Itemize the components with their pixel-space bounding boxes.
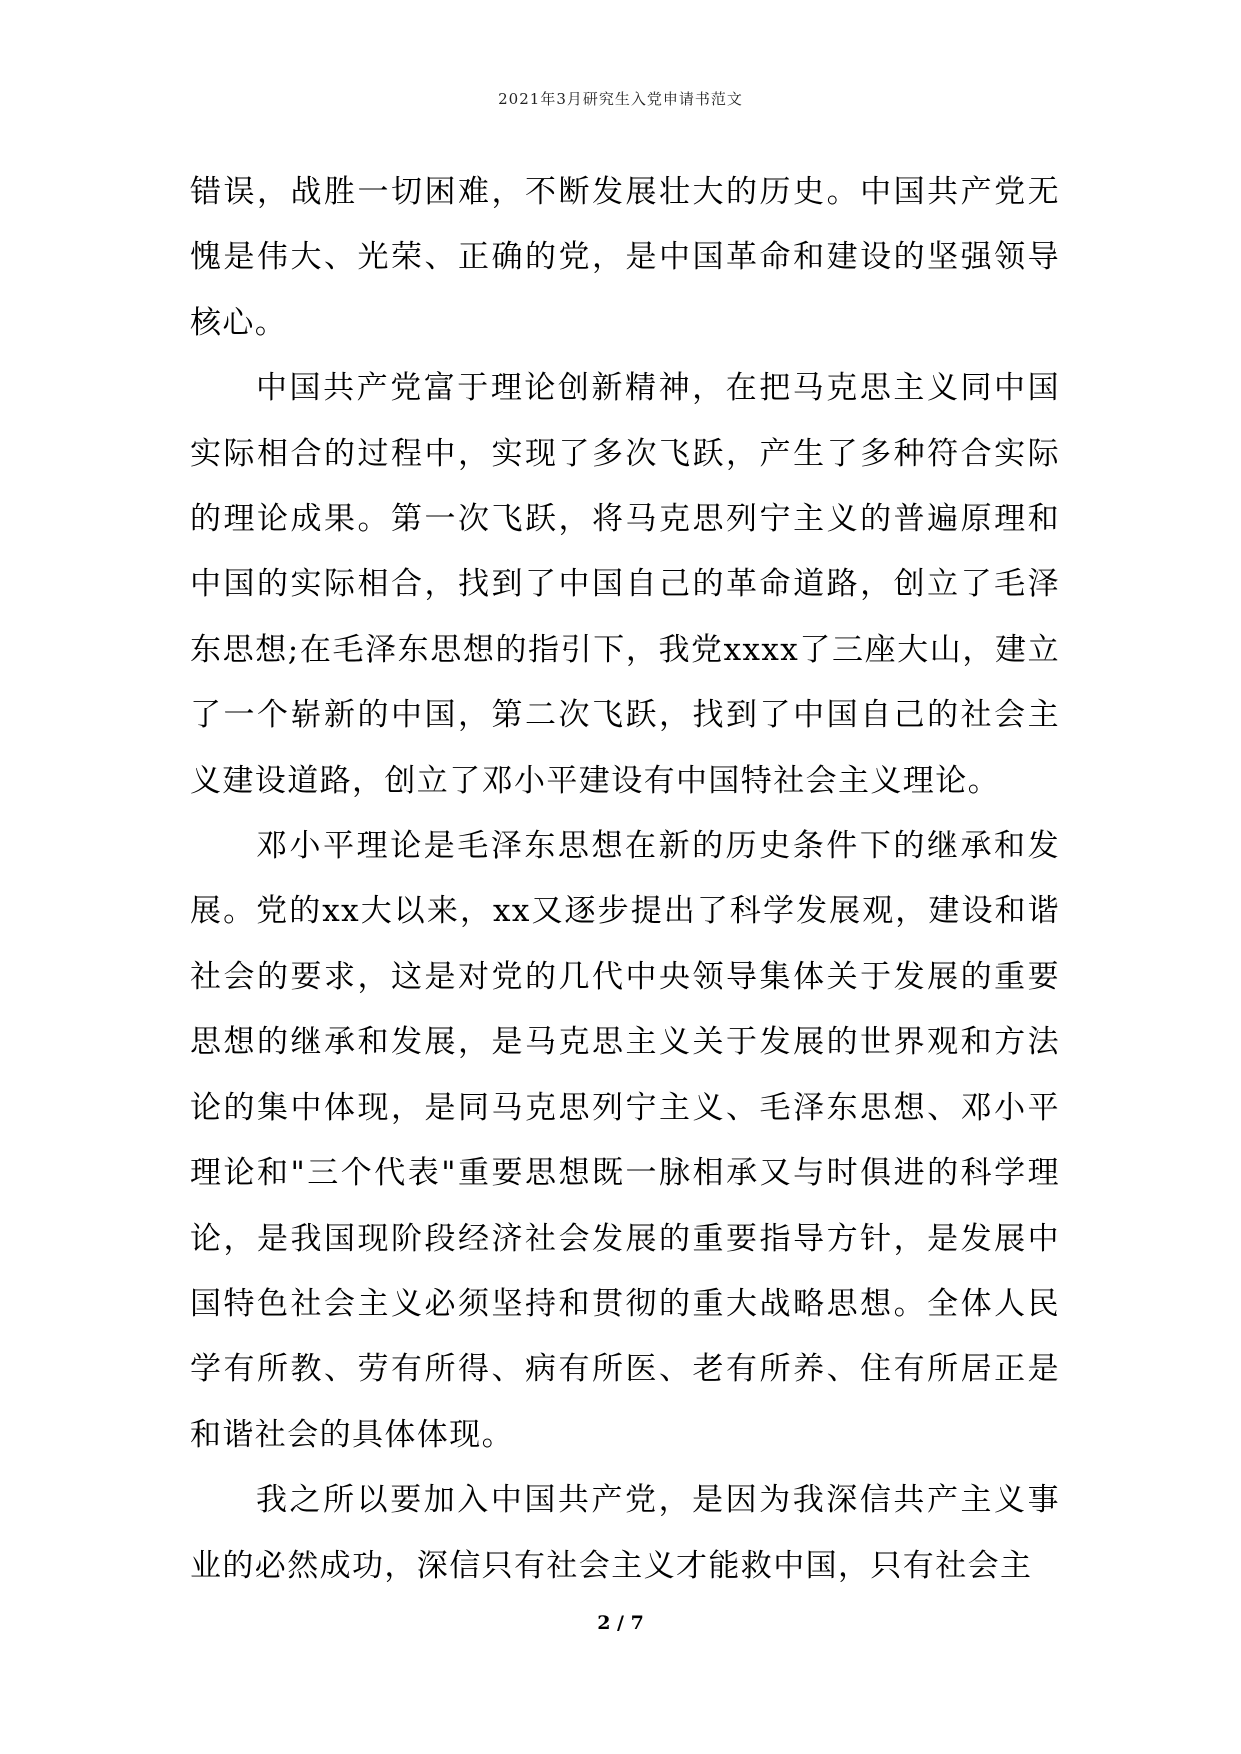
page-number: 2 / 7 bbox=[597, 1612, 644, 1634]
paragraph-3: 邓小平理论是毛泽东思想在新的历史条件下的继承和发展。党的xx大以来，xx又逐步提出了科学发展观，建设和谐社会的要求，这是对党的几代中央领导集体关于发展的重要思想的继承和发展，是马克思主义关于发展的世界观和方法论的集中体现，是同马克思列宁主义、毛泽东思想、邓小平理论和"三个代表"重要思想既一脉相承又与时俱进的科学理论，是我国现阶段经济社会发展的重要指导方针，是发展中国特色社会主义必须坚持和贯彻的重大战略思想。全体人民学有所教、劳有所得、病有所医、老有所养、住有所居正是和谐社会的具体体现。 bbox=[190, 828, 1060, 1453]
page-header: 2021年3月研究生入党申请书范文 bbox=[498, 90, 743, 108]
paragraph-1: 错误，战胜一切困难，不断发展壮大的历史。中国共产党无愧是伟大、光荣、正确的党，是中国革命和建设的坚强领导核心。 bbox=[190, 174, 1060, 341]
paragraph-4: 我之所以要加入中国共产党，是因为我深信共产主义事业的必然成功，深信只有社会主义才能救中国，只有社会主 bbox=[190, 1482, 1060, 1584]
document-body bbox=[190, 160, 1060, 1599]
paragraph-2: 中国共产党富于理论创新精神，在把马克思主义同中国实际相合的过程中，实现了多次飞跃，产生了多种符合实际的理论成果。第一次飞跃，将马克思列宁主义的普遍原理和中国的实际相合，找到了中国自己的革命道路，创立了毛泽东思想;在毛泽东思想的指引下，我党xxxx了三座大山，建立了一个崭新的中国，第二次飞跃，找到了中国自己的社会主义建设道路，创立了邓小平建设有中国特社会主义理论。 bbox=[190, 370, 1060, 799]
